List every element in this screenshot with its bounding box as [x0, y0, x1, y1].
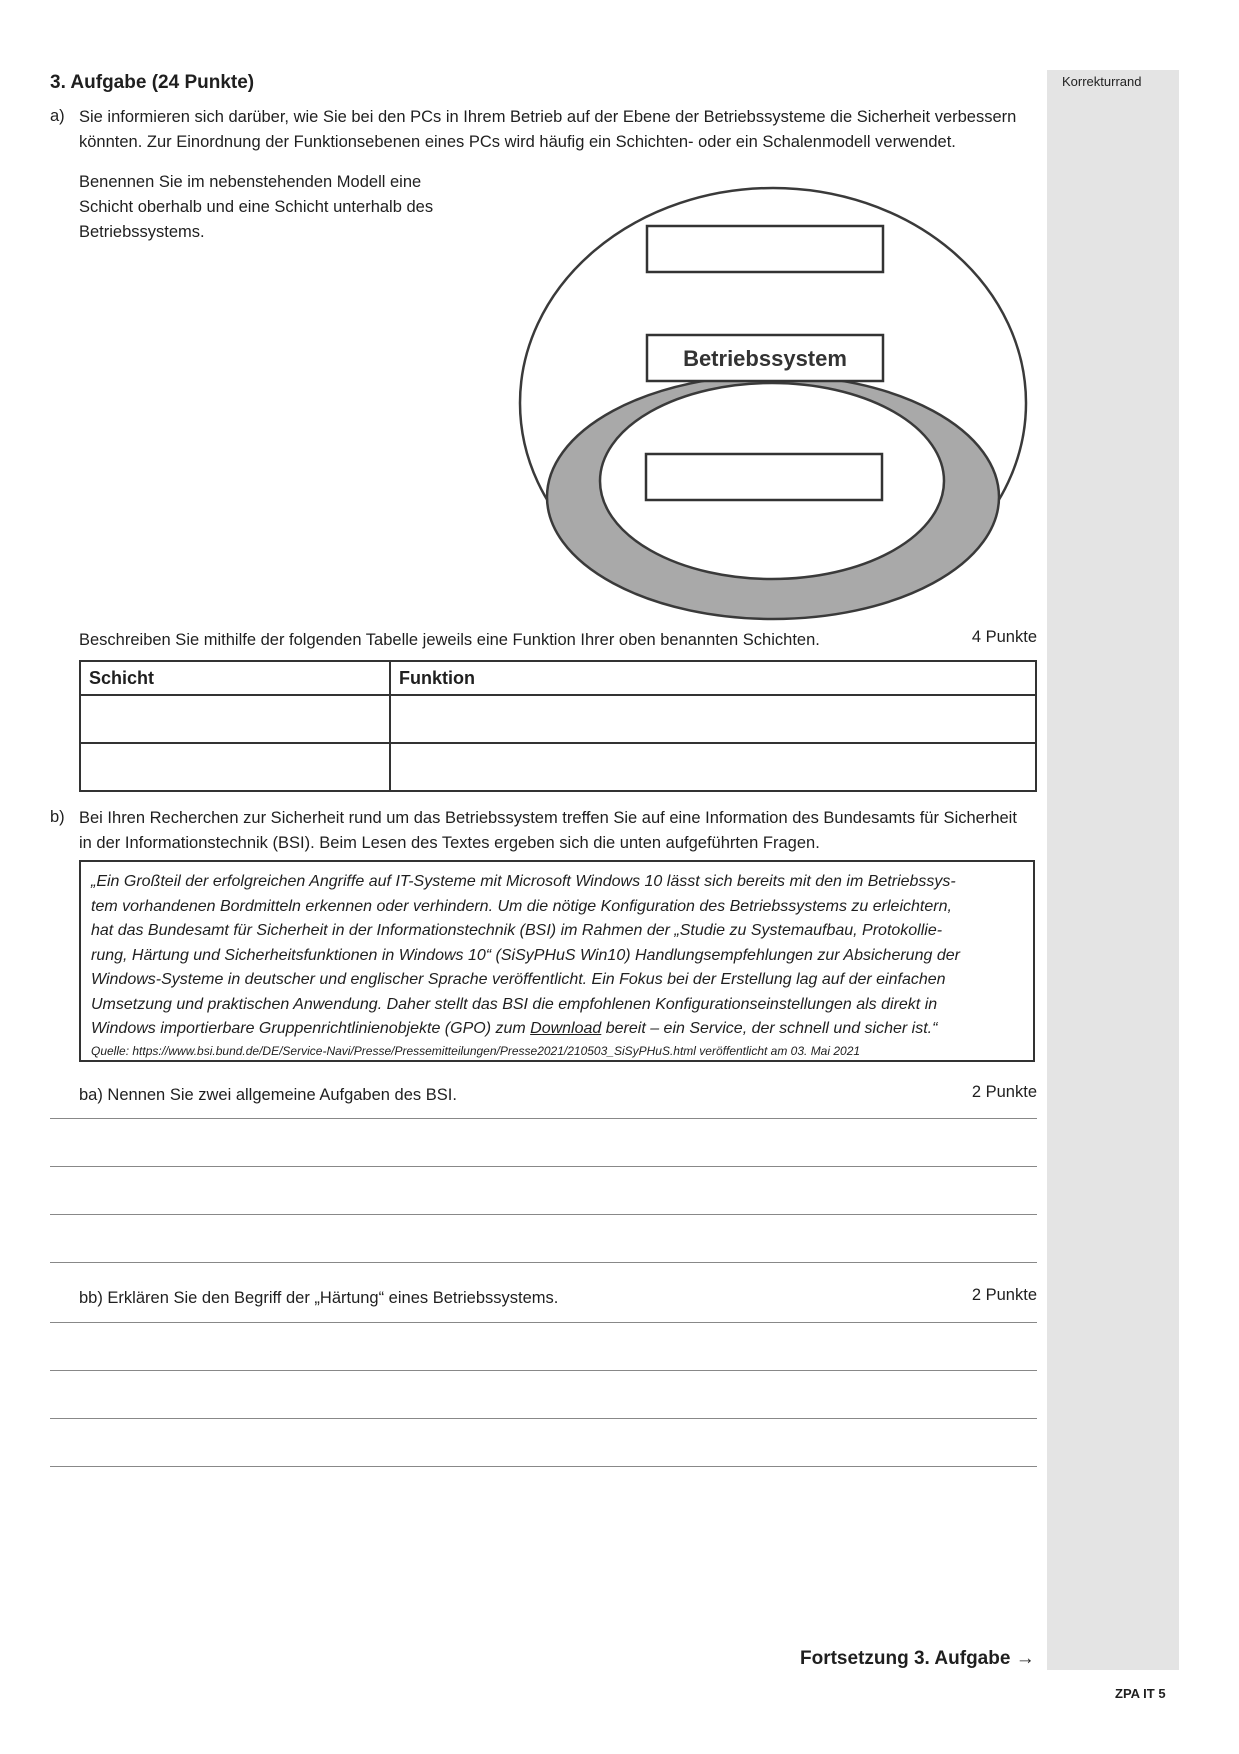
shell-model-diagram	[515, 175, 1035, 625]
correction-margin-label: Korrekturrand	[1062, 74, 1142, 89]
answer-line[interactable]	[50, 1322, 1037, 1323]
quote-line4: rung, Härtung und Sicherheitsfunktionen in Windows 10“ (SiSyPHuS Win10) Handlungsempfehlungen zur Absicherung der	[91, 946, 960, 964]
function-cell[interactable]	[390, 695, 1036, 743]
layer-cell[interactable]	[80, 695, 390, 743]
part-a-instruction-line3: Betriebssystems.	[79, 223, 205, 241]
question-ba-points: 2 Punkte	[971, 1083, 1037, 1101]
part-a-intro	[79, 105, 1039, 155]
quote-line7-end: bereit – ein Service, der schnell und sicher ist.“	[601, 1020, 938, 1037]
quote-line3: hat das Bundesamt für Sicherheit in der Informationstechnik (BSI) im Rahmen der „Studie zu Systemaufbau, Protokollie-	[91, 922, 943, 939]
table-points: 4 Punkte	[971, 628, 1037, 646]
answer-line[interactable]	[50, 1118, 1037, 1119]
layer-cell[interactable]	[80, 743, 390, 791]
task-title: 3. Aufgabe (24 Punkte)	[50, 72, 255, 93]
answer-line[interactable]	[50, 1418, 1037, 1419]
quote-line7-start: Windows importierbare Gruppenrichtlinienobjekte (GPO) zum	[91, 1020, 531, 1037]
answer-line[interactable]	[50, 1214, 1037, 1215]
part-a-marker: a)	[50, 107, 65, 125]
exam-code: ZPA IT 5	[1115, 1686, 1166, 1701]
upper-layer-answer-box[interactable]	[647, 226, 883, 272]
bsi-quote	[91, 870, 1023, 1042]
part-a-intro-line1: Sie informieren sich darüber, wie Sie bei den PCs in Ihrem Betrieb auf der Ebene der Betriebssysteme die Sicherheit verbessern	[79, 108, 1017, 126]
lower-layer-answer-box[interactable]	[646, 454, 882, 500]
layer-function-table	[79, 660, 1037, 792]
answer-line[interactable]	[50, 1466, 1037, 1467]
function-cell[interactable]	[390, 743, 1036, 791]
column-header-funktion: Funktion	[390, 661, 1036, 695]
continuation-note: Fortsetzung 3. Aufgabe →	[800, 1648, 1035, 1669]
correction-margin	[1047, 70, 1179, 1670]
table-row	[80, 743, 1036, 791]
part-a-instruction	[79, 170, 479, 245]
quote-line7	[91, 1017, 1023, 1042]
part-a-instruction-line1: Benennen Sie im nebenstehenden Modell eine	[79, 173, 422, 191]
part-b-intro	[79, 806, 1039, 856]
quote-line2: tem vorhandenen Bordmitteln erkennen oder verhindern. Um die nötige Konfiguration des Betriebssystems zu erleichtern,	[91, 897, 952, 915]
bsi-quote-box	[79, 860, 1035, 1062]
part-a-intro-line2: könnten. Zur Einordnung der Funktionsebenen eines PCs wird häufig ein Schichten- oder ein Schalenmodell verwendet.	[79, 133, 956, 151]
question-ba: ba) Nennen Sie zwei allgemeine Aufgaben des BSI.	[79, 1086, 457, 1104]
part-b-intro-line2: in der Informationstechnik (BSI). Beim Lesen des Textes ergeben sich die unten aufgeführten Fragen.	[79, 834, 820, 852]
part-b-intro-line1: Bei Ihren Recherchen zur Sicherheit rund um das Betriebssystem treffen Sie auf eine Information des Bundesamts für Sicherheit	[79, 809, 1017, 827]
quote-line6: Umsetzung und praktischen Anwendung. Daher stellt das BSI die empfohlenen Konfigurationseinstellungen als direkt in	[91, 995, 938, 1013]
question-bb: bb) Erklären Sie den Begriff der „Härtung“ eines Betriebssystems.	[79, 1289, 559, 1307]
operating-system-label: Betriebssystem	[683, 346, 847, 371]
table-row	[80, 695, 1036, 743]
answer-line[interactable]	[50, 1166, 1037, 1167]
column-header-schicht: Schicht	[80, 661, 390, 695]
part-b-marker: b)	[50, 808, 65, 826]
quote-download-word: Download	[530, 1020, 602, 1037]
answer-line[interactable]	[50, 1370, 1037, 1371]
table-header-row	[80, 661, 1036, 695]
table-task: Beschreiben Sie mithilfe der folgenden Tabelle jeweils eine Funktion Ihrer oben benannten Schichten.	[79, 631, 820, 649]
quote-source: Quelle: https://www.bsi.bund.de/DE/Service-Navi/Presse/Pressemitteilungen/Presse2021/210503_SiSyPHuS.html veröffentlicht am 03. Mai 2021	[91, 1043, 861, 1058]
part-a-instruction-line2: Schicht oberhalb und eine Schicht unterhalb des	[79, 198, 434, 216]
quote-line5: Windows-Systeme in deutscher und englischer Sprache veröffentlicht. Ein Fokus bei der Erstellung lag auf der einfachen	[91, 971, 946, 988]
quote-line1: „Ein Großteil der erfolgreichen Angriffe auf IT-Systeme mit Microsoft Windows 10 lässt sich bereits mit den im Betriebssys-	[91, 873, 956, 890]
answer-line[interactable]	[50, 1262, 1037, 1263]
question-bb-points: 2 Punkte	[971, 1286, 1037, 1304]
